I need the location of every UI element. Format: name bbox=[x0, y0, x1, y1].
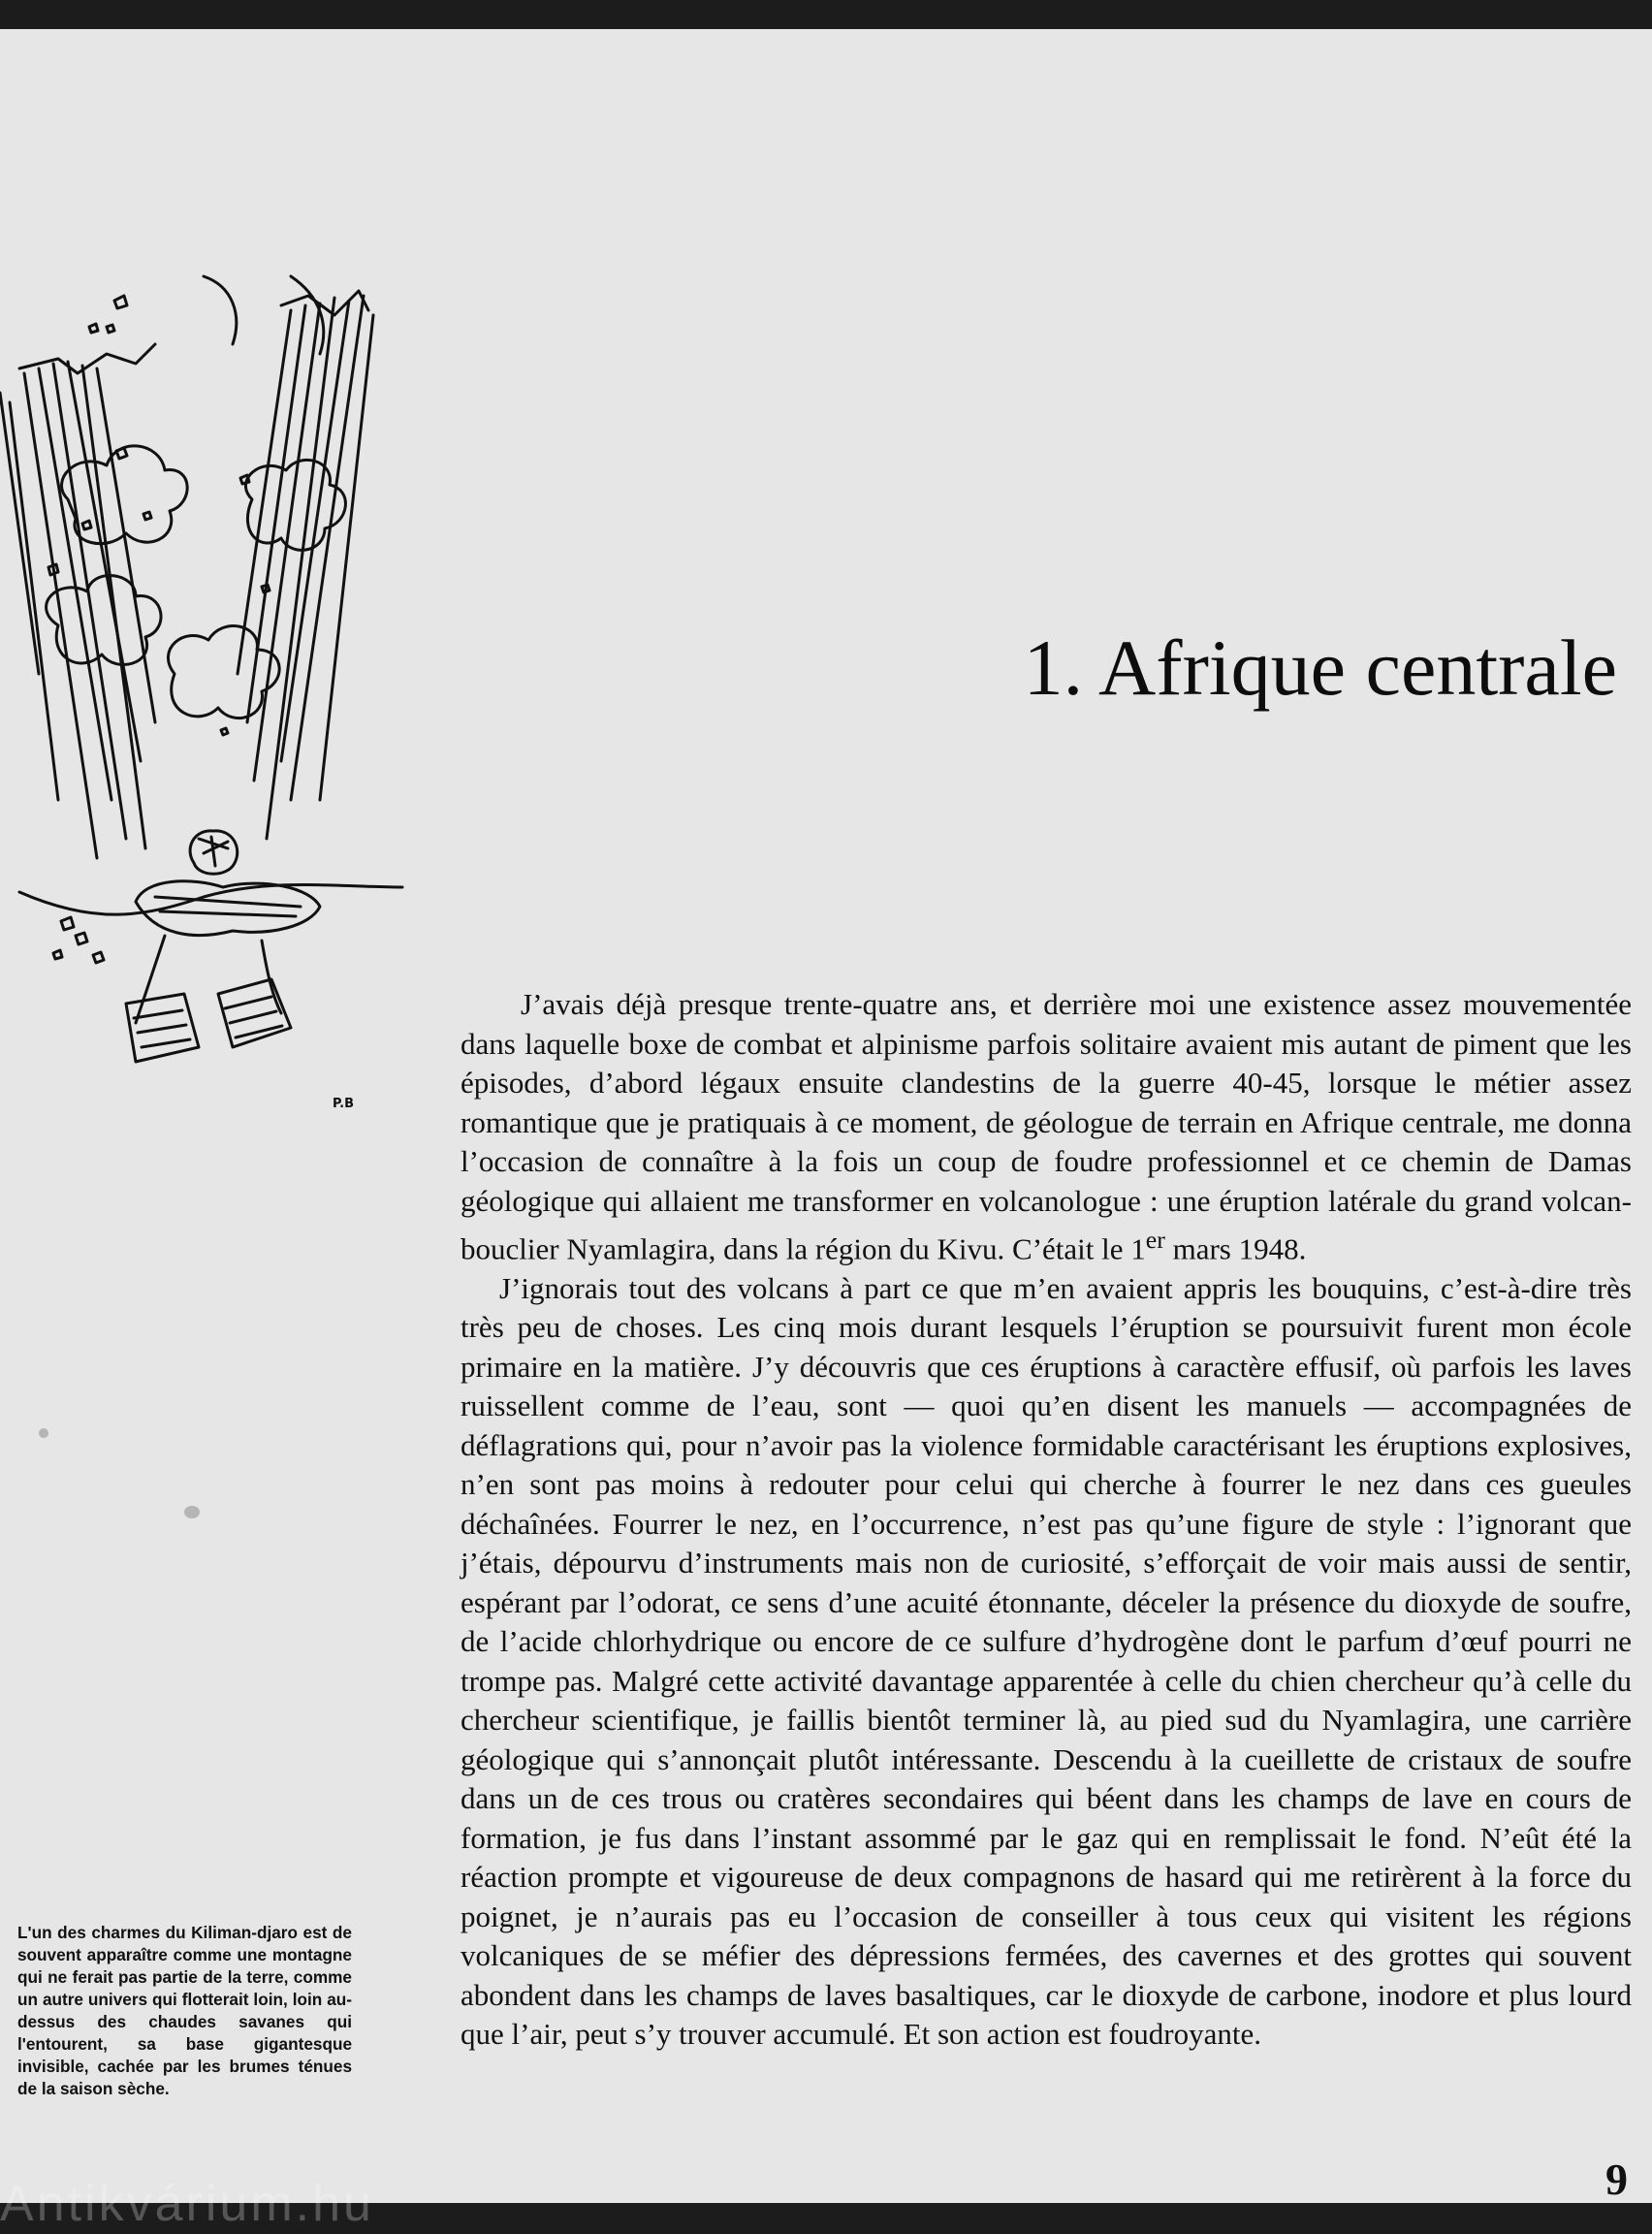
ordinal-superscript: er bbox=[1145, 1226, 1165, 1254]
paragraph-text: mars 1948. bbox=[1164, 1231, 1307, 1266]
volcanologist-sketch-illustration bbox=[0, 257, 417, 1130]
illustration-caption: L'un des charmes du Kiliman-djaro est de souvent apparaître comme une montagne qui ne ferait pas partie de la terre, comme un autre univers qui flotterait loin, loin au-dessus des chaudes savanes qui l'entourent, sa base gigantesque invisible, cachée par les brumes ténues de la saison sèche. bbox=[17, 1923, 352, 2098]
illustration-initials: P.B bbox=[333, 1097, 354, 1111]
watermark-text: Antikvárium.hu bbox=[0, 2176, 374, 2232]
chapter-title: 1. Afrique centrale bbox=[1023, 623, 1617, 712]
paper-spot bbox=[39, 1428, 48, 1438]
body-paragraph bbox=[461, 985, 1632, 1269]
paper-spot bbox=[184, 1506, 200, 1518]
paragraph-text: J’avais déjà presque trente-quatre ans, et derrière moi une existence assez mouvementée dans laquelle boxe de combat et alpinisme parfois solitaire avaient mis autant de piment que les épisodes, d’abord légaux ensuite clandestins de la guerre 40-45, lorsque le métier assez romantique que je pratiquais à ce moment, de géologue de terrain en Afrique centrale, me donna l’occasion de connaître à la fois un coup de foudre professionnel et ce chemin de Damas géologique qui allaient me transformer en volcanologue : une éruption latérale du grand volcan-bouclier Nyamlagira, dans la région du Kivu. C’était le 1 bbox=[461, 987, 1632, 1266]
chapter-body bbox=[461, 985, 1632, 2055]
body-paragraph: J’ignorais tout des volcans à part ce que m’en avaient appris les bouquins, c’est-à-dire très très peu de choses. Les cinq mois durant lesquels l’éruption se poursuivit furent mon école primaire en la matière. J’y découvris que ces éruptions à caractère effusif, où parfois les laves ruissellent comme de l’eau, sont — quoi qu’en disent les manuels — accompagnées de déflagrations qui, pour n’avoir pas la violence formidable caractérisant les éruptions explosives, n’en sont pas moins à redouter pour celui qui cherche à fourrer le nez dans ces gueules déchaînées. Fourrer le nez, en l’occurrence, n’est pas qu’une figure de style : l’ignorant que j’étais, dépourvu d’instruments mais non de curiosité, s’efforçait de voir mais aussi de sentir, espérant par l’odorat, ce sens d’une acuité étonnante, déceler la présence du dioxyde de soufre, de l’acide chlorhydrique ou encore de ce sulfure d’hydrogène dont le parfum d’œuf pourri ne trompe pas. Malgré cette activité davantage apparentée à celle du chien chercheur qu’à celle du chercheur scientifique, je faillis bientôt terminer là, au pied sud du Nyamlagira, une carrière géologique qui s’annonçait plutôt intéressante. Descendu à la cueillette de cristaux de soufre dans un de ces trous ou cratères secondaires qui béent dans les champs de lave en cours de formation, je fus dans l’instant assommé par le gaz qui en remplissait le fond. N’eût été la réaction prompte et vigoureuse de deux compagnons de hasard qui me retirèrent à la force du poignet, je n’aurais pas eu l’occasion de conseiller à tous ceux qui visitent les régions volcaniques de se méfier des dépressions fermées, des cavernes et des grottes qui souvent abondent dans les champs de laves basaltiques, car le dioxyde de carbone, inodore et plus lourd que l’air, peut s’y trouver accumulé. Et son action est foudroyante. bbox=[461, 1270, 1632, 2052]
page-number: 9 bbox=[1605, 2154, 1628, 2204]
